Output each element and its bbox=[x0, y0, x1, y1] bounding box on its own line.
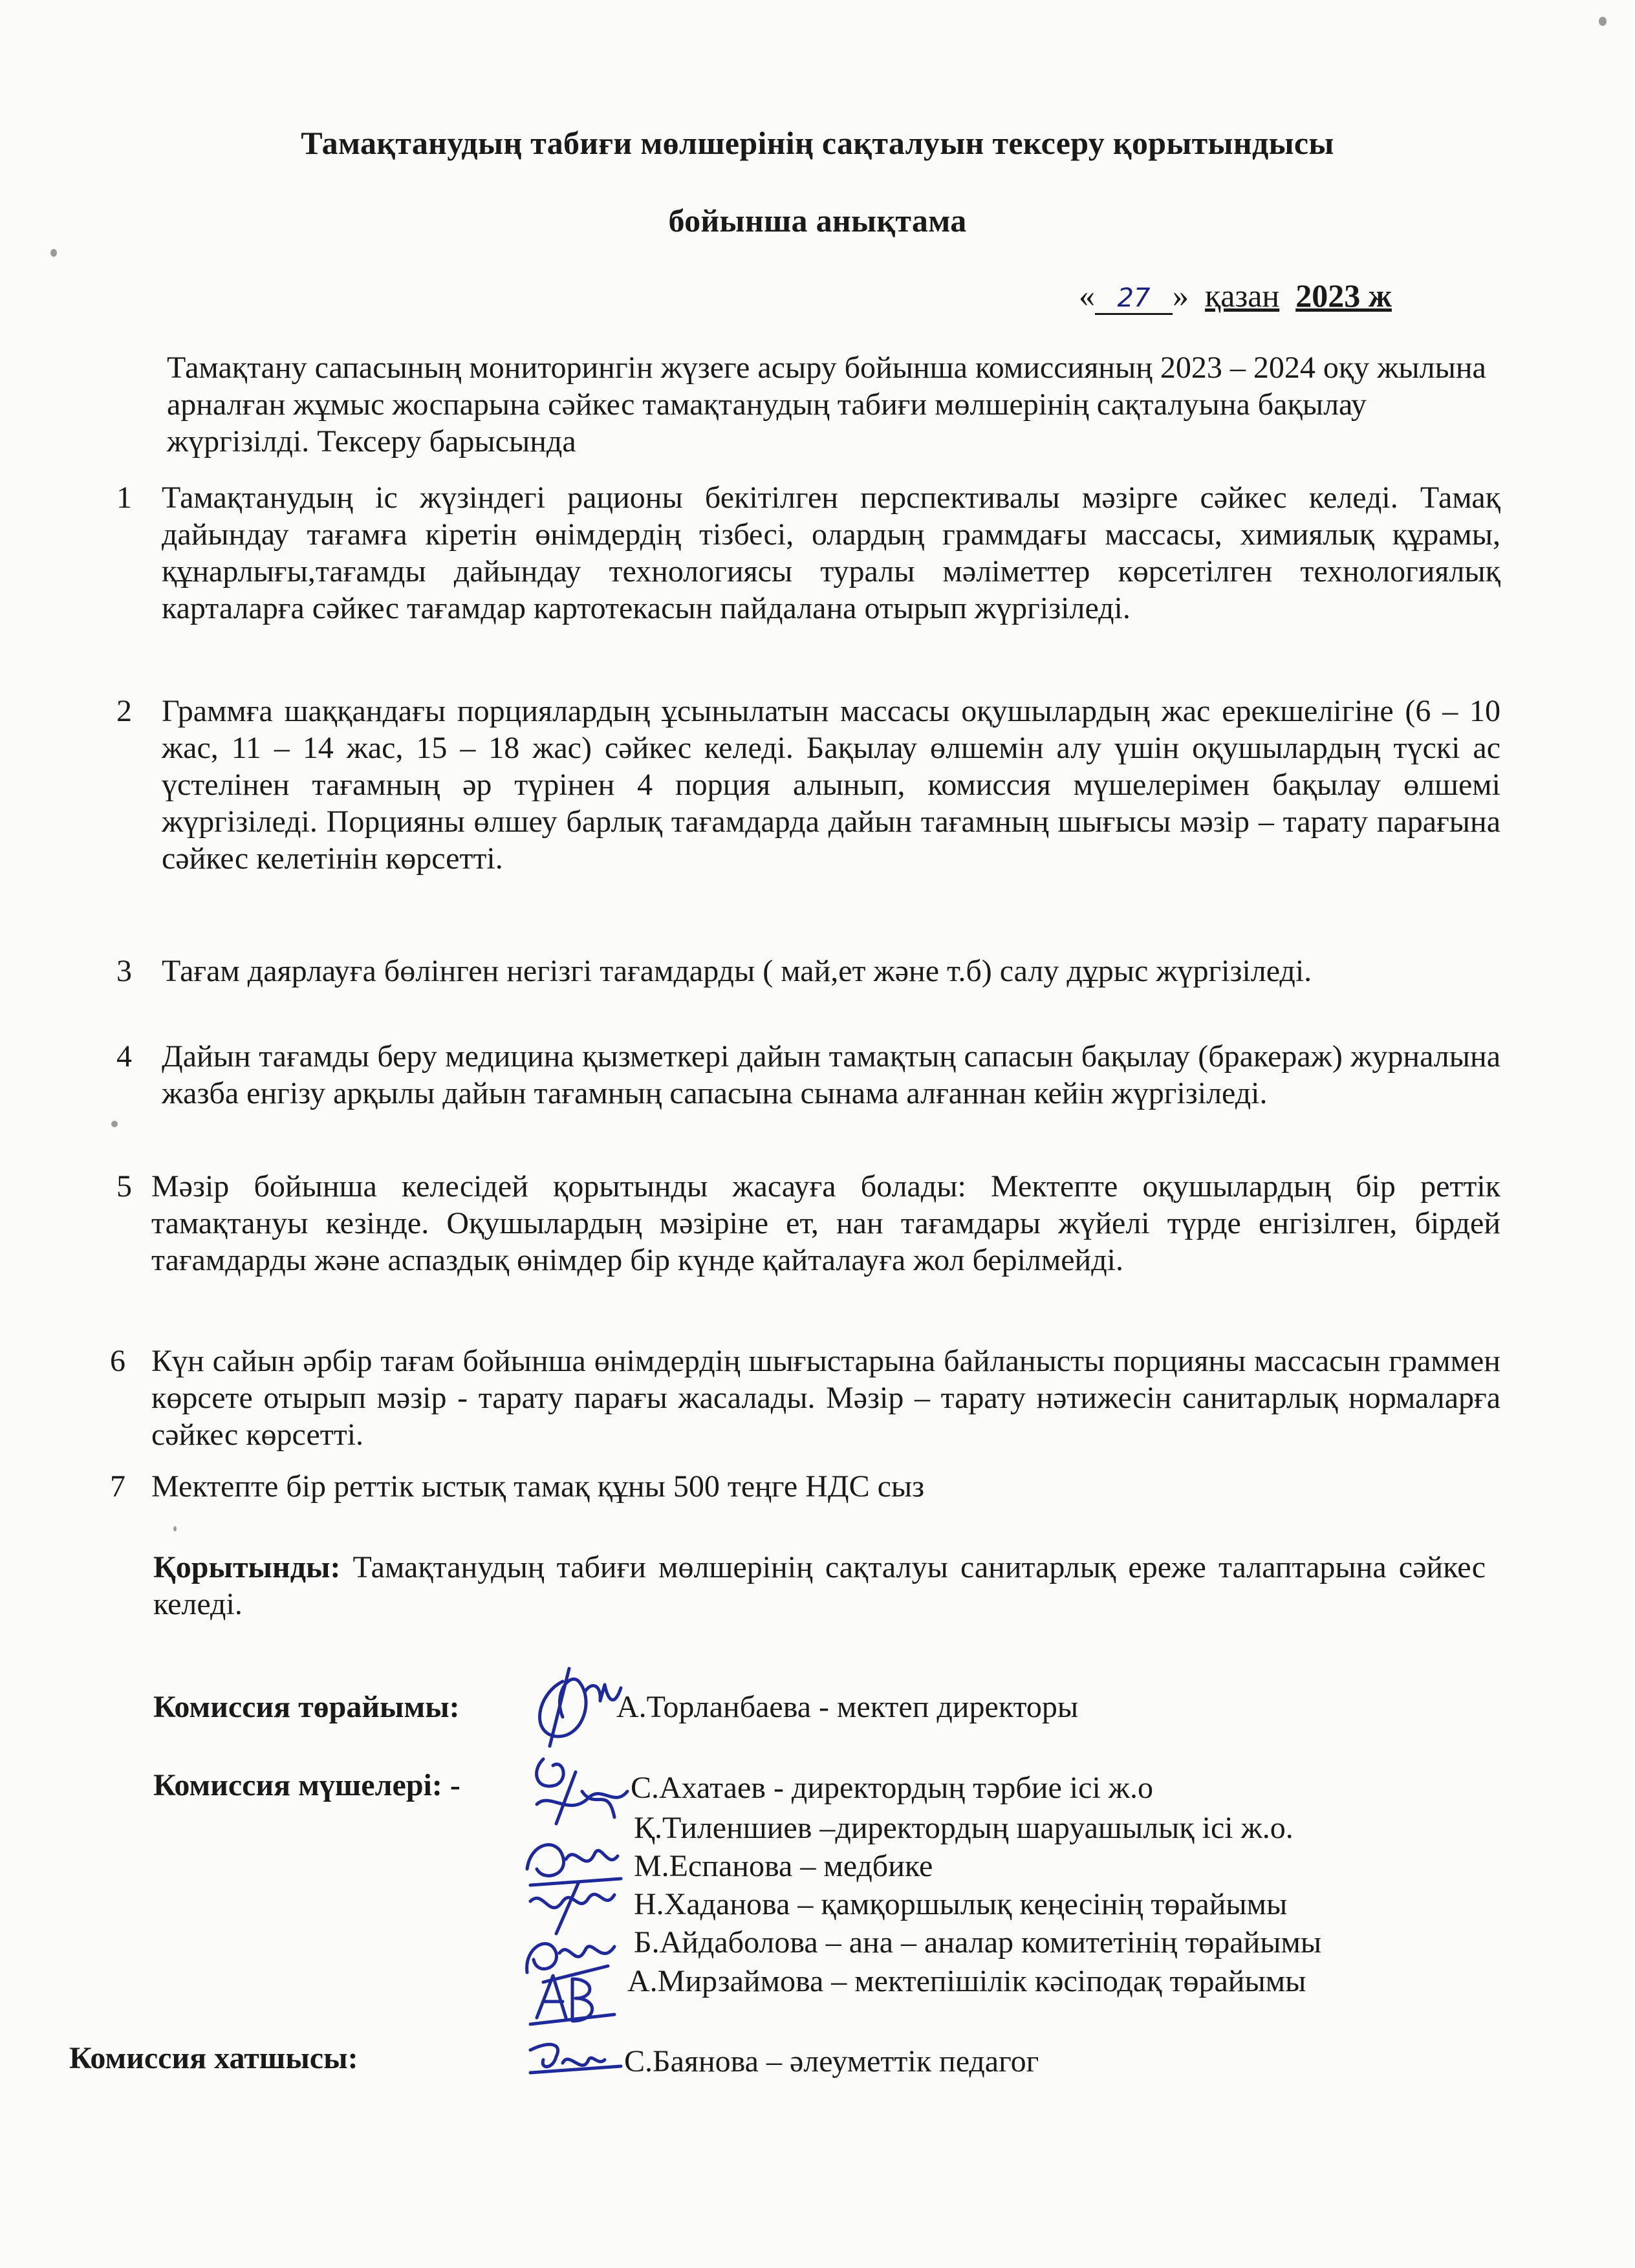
member-line: Қ.Тиленшиев –директордың шаруашылық ісі ж.о. bbox=[634, 1811, 1294, 1845]
scan-speck bbox=[173, 1526, 177, 1531]
scan-speck bbox=[111, 1121, 118, 1127]
list-item-number: 5 bbox=[116, 1169, 132, 1204]
scan-speck bbox=[50, 249, 57, 257]
list-item-number: 1 bbox=[116, 481, 132, 515]
list-item: Дайын тағамды беру медицина қызметкері дайын тамақтың сапасын бақылау (бракераж) журналына жазба енгізу арқылы дайын тағамның сапасына сынама алғаннан кейін жүргізіледі. bbox=[162, 1039, 1500, 1110]
member-signature bbox=[517, 1746, 640, 1830]
member-line: Н.Хаданова – қамқоршылық кеңесінің төрайымы bbox=[634, 1887, 1288, 1921]
chair-signature bbox=[524, 1656, 634, 1753]
list-item: Күн сайын әрбір тағам бойынша өнімдердің шығыстарына байланысты порцияны массасын граммен көрсете отырып мәзір - тарату парағы жасалады. Мәзір – тарату нәтижесін санитарлық нормаларға сәйкес көрсетті. bbox=[151, 1344, 1500, 1452]
member-line: М.Еспанова – медбике bbox=[634, 1849, 933, 1883]
list-item: Тамақтанудың іс жүзіндегі рационы бекітілген перспективалы мәзірге сәйкес келеді. Тамақ дайындау тағамға кіретін өнімдердің тізбесі, олардың граммдағы массасы, химиялық құрамы, құнарлығы,тағамды дайындау технологиясы туралы мәліметтер көрсетілген технологиялық карталарға сәйкес тағамдар картотекасын пайдалана отырып жүргізіледі. bbox=[162, 481, 1500, 625]
chair-label: Комиссия төрайымы: bbox=[153, 1690, 460, 1724]
member-line: Б.Айдаболова – ана – аналар комитетінің төрайымы bbox=[634, 1925, 1322, 1960]
list-item-number: 4 bbox=[116, 1039, 132, 1074]
date-year: 2023 ж bbox=[1295, 277, 1392, 314]
document-date bbox=[1079, 277, 1493, 315]
members-label: Комиссия мүшелері: - bbox=[153, 1768, 460, 1802]
secretary-signature bbox=[517, 2031, 627, 2089]
list-item: Граммға шаққандағы порциялардың ұсынылатын массасы оқушылардың жас ерекшелігіне (6 – 10 жас, 11 – 14 жас, 15 – 18 жас) сәйкес келеді. Бақылау өлшемін алу үшін оқушылардың түскі ас үстелінен тағамның әр түрінен 4 порция алынып, комиссия мүшелерімен бақылау өлшемі жүргізіледі. Порцияны өлшеу барлық тағамдарда дайын тағамның шығысы мәзір – тарату парағына сәйкес келетінін көрсетті. bbox=[162, 694, 1500, 876]
document-title-line1: Тамақтанудың табиғи мөлшерінің сақталуын тексеру қорытындысы bbox=[301, 125, 1334, 161]
chair-text: А.Торланбаева - мектеп директоры bbox=[616, 1690, 1079, 1724]
list-item-number: 7 bbox=[110, 1469, 125, 1504]
date-open-quote: « bbox=[1079, 277, 1095, 314]
date-close-quote: » bbox=[1173, 277, 1189, 314]
date-month: қазан bbox=[1205, 277, 1280, 314]
member-line: С.Ахатаев - директордың тәрбие ісі ж.о bbox=[631, 1771, 1153, 1805]
member-signature bbox=[517, 1966, 621, 2031]
list-item-number: 3 bbox=[116, 954, 132, 988]
list-item-number: 2 bbox=[116, 694, 132, 728]
list-item: Мәзір бойынша келесідей қорытынды жасауға болады: Мектепте оқушылардың бір реттік тамақтануы кезінде. Оқушылардың мәзіріне ет, нан тағамдары жүйелі түрде енгізілген, бірдей тағамдарды және аспаздық өнімдер бір күнде қайталауға жол берілмейді. bbox=[151, 1169, 1500, 1277]
list-item: Тағам даярлауға бөлінген негізгі тағамдарды ( май,ет және т.б) салу дұрыс жүргізіледі. bbox=[162, 954, 1312, 988]
list-item: Мектепте бір реттік ыстық тамақ құны 500 теңге НДС сыз bbox=[151, 1469, 925, 1504]
conclusion-paragraph bbox=[153, 1549, 1486, 1623]
conclusion-label: Қорытынды: bbox=[153, 1550, 341, 1584]
scan-speck bbox=[1599, 17, 1607, 26]
date-day: 27 bbox=[1095, 283, 1173, 315]
intro-paragraph: Тамақтану сапасының мониторингін жүзеге асыру бойынша комиссияның 2023 – 2024 оқу жылына арналған жұмыс жоспарына сәйкес тамақтанудың табиғи мөлшерінің сақталуына бақылау жүргізілді. Тексеру барысында bbox=[167, 351, 1486, 459]
secretary-label: Комиссия хатшысы: bbox=[69, 2041, 358, 2075]
list-item-number: 6 bbox=[110, 1344, 125, 1378]
secretary-text: С.Баянова – әлеуметтік педагог bbox=[624, 2044, 1039, 2079]
document-title-line2: бойынша анықтама bbox=[668, 202, 967, 239]
conclusion-text: Тамақтанудың табиғи мөлшерінің сақталуы санитарлық ереже талаптарына сәйкес келеді. bbox=[153, 1550, 1486, 1621]
member-line: А.Мирзаймова – мектепішілік кәсіподақ төрайымы bbox=[627, 1964, 1306, 1998]
